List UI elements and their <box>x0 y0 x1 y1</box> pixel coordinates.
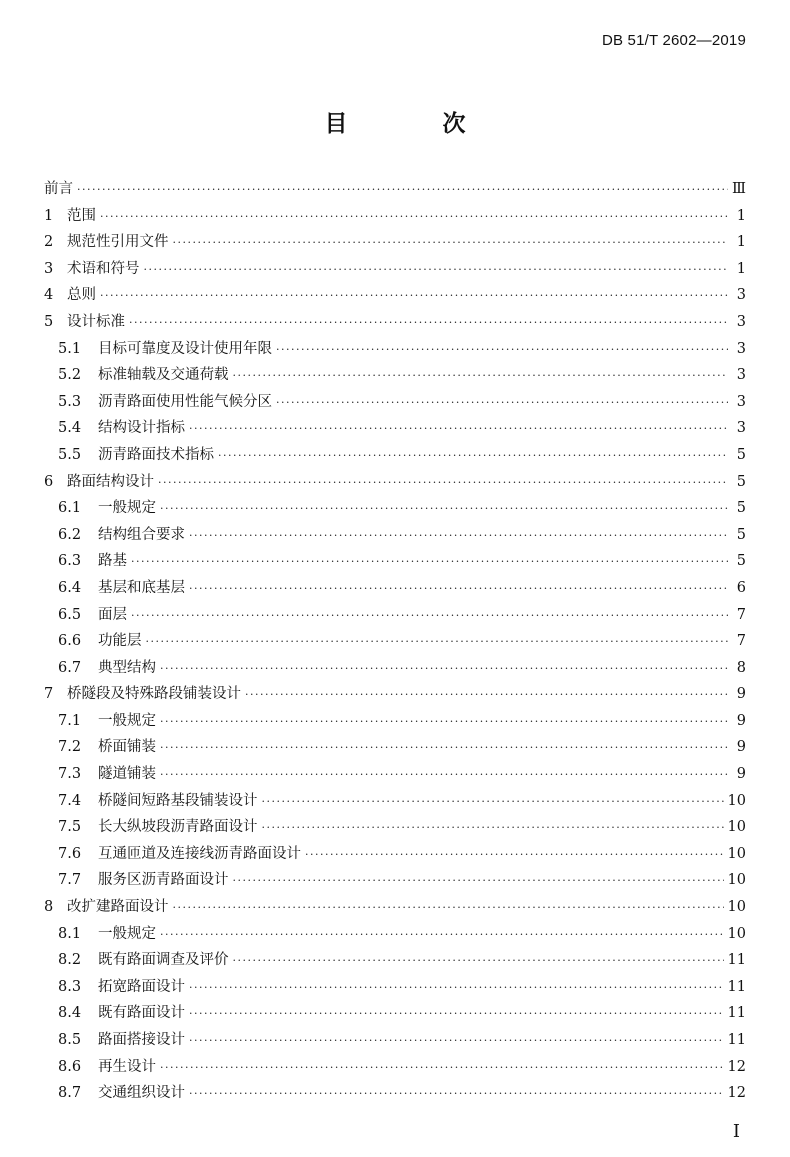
toc-entry[interactable] <box>44 229 746 256</box>
toc-entry[interactable] <box>44 575 746 602</box>
toc-entry-page: 7 <box>736 606 746 623</box>
toc-entry[interactable] <box>44 176 746 203</box>
toc-entry[interactable] <box>44 1080 746 1107</box>
toc-entry-number: 8.1 <box>58 925 82 942</box>
toc-entry-label: 结构设计指标 <box>98 420 185 437</box>
toc-entry-label: 前言 <box>44 181 73 197</box>
toc-entry-number: 5.1 <box>58 340 82 357</box>
toc-entry-page: 7 <box>736 633 746 650</box>
toc-entry-number: 4 <box>44 287 54 304</box>
toc-entry[interactable] <box>44 681 746 708</box>
toc-leader-dots <box>100 204 728 231</box>
toc-leader-dots <box>173 895 724 922</box>
toc-leader-dots <box>189 576 728 603</box>
toc-entry-number: 3 <box>44 260 54 277</box>
toc-entry[interactable] <box>44 442 746 469</box>
toc-entry-page: 11 <box>727 1032 746 1048</box>
toc-entry-page: 9 <box>736 712 746 729</box>
toc-entry-number: 6.6 <box>58 633 82 650</box>
toc-entry-label: 桥隧间短路基段铺装设计 <box>98 792 258 809</box>
toc-leader-dots <box>218 443 728 470</box>
toc-entry-page: 9 <box>736 686 746 703</box>
toc-leader-dots <box>144 257 729 284</box>
toc-entry-number: 8.7 <box>58 1085 82 1102</box>
toc-leader-dots <box>189 1081 724 1108</box>
toc-entry-number: 5.5 <box>58 446 82 463</box>
toc-entry-label: 既有路面调查及评价 <box>98 952 229 969</box>
toc-entry-label: 既有路面设计 <box>98 1005 185 1022</box>
toc-leader-dots <box>131 549 728 576</box>
toc-entry-page: 5 <box>736 526 746 543</box>
toc-leader-dots <box>262 789 724 816</box>
toc-entry-label: 沥青路面技术指标 <box>98 446 214 463</box>
toc-entry-label: 再生设计 <box>98 1058 156 1075</box>
toc-entry-number: 6 <box>44 473 54 490</box>
toc-entry-page: 3 <box>736 393 746 410</box>
toc-entry-number: 6.4 <box>58 579 82 596</box>
toc-entry[interactable] <box>44 974 746 1001</box>
toc-entry-page: 3 <box>736 340 746 357</box>
toc-entry-page: 11 <box>727 952 746 969</box>
toc-entry[interactable] <box>44 469 746 496</box>
toc-entry[interactable] <box>44 495 746 522</box>
toc-entry-number: 7.3 <box>58 766 82 783</box>
toc-entry-number: 7.4 <box>58 792 82 809</box>
toc-entry-number: 6.5 <box>58 606 82 623</box>
toc-entry-label: 桥隧段及特殊路段铺装设计 <box>67 686 241 703</box>
toc-entry[interactable] <box>44 1054 746 1081</box>
toc-entry-page: 9 <box>736 739 746 756</box>
toc-entry-label: 一般规定 <box>98 712 156 729</box>
toc-entry-page: 3 <box>736 313 746 330</box>
toc-entry[interactable] <box>44 628 746 655</box>
toc-leader-dots <box>245 682 728 709</box>
toc-entry[interactable] <box>44 362 746 389</box>
toc-entry-number: 8.5 <box>58 1032 82 1048</box>
toc-entry-page: 8 <box>736 659 746 676</box>
toc-entry-label: 一般规定 <box>98 500 156 517</box>
toc-entry[interactable] <box>44 867 746 894</box>
toc-entry-number: 7 <box>44 686 54 703</box>
toc-entry-label: 隧道铺装 <box>98 766 156 783</box>
toc-entry-page: 1 <box>736 207 746 224</box>
toc-entry[interactable] <box>44 602 746 629</box>
toc-entry-label: 互通匝道及连接线沥青路面设计 <box>98 845 301 862</box>
toc-entry[interactable] <box>44 1027 746 1054</box>
toc-entry-page: 10 <box>727 819 746 836</box>
toc-entry-label: 改扩建路面设计 <box>67 899 169 916</box>
toc-entry-number: 2 <box>44 234 54 251</box>
toc-entry-number: 8.2 <box>58 952 82 969</box>
toc-entry-label: 交通组织设计 <box>98 1085 185 1102</box>
toc-leader-dots <box>276 337 728 364</box>
toc-entry-number: 8.6 <box>58 1058 82 1075</box>
toc-entry-label: 服务区沥青路面设计 <box>98 872 229 889</box>
toc-leader-dots <box>146 629 729 656</box>
toc-leader-dots <box>276 390 728 417</box>
toc-entry[interactable] <box>44 415 746 442</box>
toc-entry[interactable] <box>44 814 746 841</box>
toc-entry-number: 6.1 <box>58 500 82 517</box>
toc-entry-page: 10 <box>727 792 746 809</box>
toc-entry-page: 1 <box>736 234 746 251</box>
toc-entry-page: 3 <box>736 287 746 304</box>
toc-entry-label: 结构组合要求 <box>98 526 185 543</box>
toc-entry[interactable] <box>44 788 746 815</box>
toc-leader-dots <box>129 310 728 337</box>
toc-entry-number: 6.2 <box>58 526 82 543</box>
toc-entry-page: 5 <box>736 553 746 570</box>
toc-entry[interactable] <box>44 921 746 948</box>
toc-entry[interactable] <box>44 655 746 682</box>
toc-entry-page: 10 <box>727 845 746 862</box>
toc-entry-label: 路基 <box>98 553 127 570</box>
toc-entry-page: 11 <box>727 1005 746 1022</box>
toc-leader-dots <box>305 842 724 869</box>
toc-entry-page: Ⅲ <box>732 181 746 197</box>
toc-leader-dots <box>189 1028 724 1055</box>
toc-entry-label: 长大纵坡段沥青路面设计 <box>98 819 258 836</box>
toc-entry[interactable] <box>44 522 746 549</box>
toc-leader-dots <box>189 416 728 443</box>
document-code: DB 51/T 2602—2019 <box>601 32 746 49</box>
toc-leader-dots <box>173 230 729 257</box>
toc-entry-label: 基层和底基层 <box>98 579 185 596</box>
toc-leader-dots <box>189 523 728 550</box>
toc-entry-number: 5.3 <box>58 393 82 410</box>
toc-entry-number: 8.3 <box>58 978 82 995</box>
toc-leader-dots <box>158 470 728 497</box>
toc-entry[interactable] <box>44 708 746 735</box>
toc-leader-dots <box>233 868 724 895</box>
toc-leader-dots <box>160 735 728 762</box>
toc-leader-dots <box>160 709 728 736</box>
toc-entry-page: 3 <box>736 367 746 384</box>
toc-leader-dots <box>233 363 729 390</box>
toc-entry-label: 沥青路面使用性能气候分区 <box>98 393 272 410</box>
toc-leader-dots <box>189 1001 724 1028</box>
toc-entry-number: 5.2 <box>58 367 82 384</box>
toc-entry-number: 7.2 <box>58 739 82 756</box>
toc-entry-label: 术语和符号 <box>67 260 140 277</box>
toc-entry-label: 典型结构 <box>98 659 156 676</box>
toc-entry-number: 6.7 <box>58 659 82 676</box>
toc-entry[interactable] <box>44 841 746 868</box>
toc-entry-label: 总则 <box>67 287 96 304</box>
toc-entry-number: 7.6 <box>58 845 82 862</box>
page-title: 目 次 <box>324 111 502 137</box>
toc-leader-dots <box>160 1055 724 1082</box>
toc-entry-page: 5 <box>736 500 746 517</box>
toc-entry-label: 规范性引用文件 <box>67 234 169 251</box>
toc-entry-page: 10 <box>727 925 746 942</box>
toc-entry[interactable] <box>44 1000 746 1027</box>
toc-leader-dots <box>131 603 728 630</box>
toc-entry-label: 标准轴载及交通荷载 <box>98 367 229 384</box>
toc-entry-label: 设计标准 <box>67 313 125 330</box>
page-number: I <box>732 1121 740 1142</box>
toc-entry[interactable] <box>44 761 746 788</box>
toc-entry-page: 11 <box>727 978 746 995</box>
toc-entry[interactable] <box>44 389 746 416</box>
toc-entry-label: 拓宽路面设计 <box>98 978 185 995</box>
table-of-contents <box>44 176 746 1107</box>
toc-leader-dots <box>77 177 728 204</box>
toc-entry-number: 6.3 <box>58 553 82 570</box>
toc-entry-number: 8 <box>44 899 54 916</box>
toc-leader-dots <box>262 815 724 842</box>
toc-entry-label: 路面搭接设计 <box>98 1032 185 1048</box>
toc-leader-dots <box>160 656 728 683</box>
toc-entry-page: 12 <box>727 1085 746 1102</box>
toc-entry-label: 路面结构设计 <box>67 473 154 490</box>
toc-entry[interactable] <box>44 734 746 761</box>
toc-entry[interactable] <box>44 548 746 575</box>
toc-entry[interactable] <box>44 894 746 921</box>
toc-entry[interactable] <box>44 309 746 336</box>
toc-entry-label: 一般规定 <box>98 925 156 942</box>
toc-entry-number: 7.7 <box>58 872 82 889</box>
toc-entry-label: 桥面铺装 <box>98 739 156 756</box>
toc-entry[interactable] <box>44 203 746 230</box>
toc-entry-page: 10 <box>727 899 746 916</box>
toc-leader-dots <box>160 762 728 789</box>
toc-entry-label: 面层 <box>98 606 127 623</box>
toc-entry-label: 目标可靠度及设计使用年限 <box>98 340 272 357</box>
toc-entry-number: 1 <box>44 207 54 224</box>
toc-entry[interactable] <box>44 336 746 363</box>
toc-entry-page: 5 <box>736 446 746 463</box>
toc-entry-page: 1 <box>736 260 746 277</box>
toc-entry-number: 7.5 <box>58 819 82 836</box>
toc-entry-number: 8.4 <box>58 1005 82 1022</box>
toc-entry[interactable] <box>44 282 746 309</box>
toc-entry-page: 10 <box>727 872 746 889</box>
toc-entry-page: 3 <box>736 420 746 437</box>
toc-entry-number: 7.1 <box>58 712 82 729</box>
toc-entry-page: 5 <box>736 473 746 490</box>
toc-entry[interactable] <box>44 256 746 283</box>
toc-entry-page: 12 <box>727 1058 746 1075</box>
toc-entry-label: 范围 <box>67 207 96 224</box>
toc-entry-page: 9 <box>736 766 746 783</box>
toc-entry-label: 功能层 <box>98 633 142 650</box>
toc-entry[interactable] <box>44 947 746 974</box>
toc-leader-dots <box>160 922 724 949</box>
toc-leader-dots <box>160 496 728 523</box>
toc-entry-number: 5 <box>44 313 54 330</box>
toc-entry-number: 5.4 <box>58 420 82 437</box>
toc-leader-dots <box>100 283 728 310</box>
toc-leader-dots <box>233 948 724 975</box>
toc-leader-dots <box>189 975 724 1002</box>
toc-entry-page: 6 <box>736 579 746 596</box>
